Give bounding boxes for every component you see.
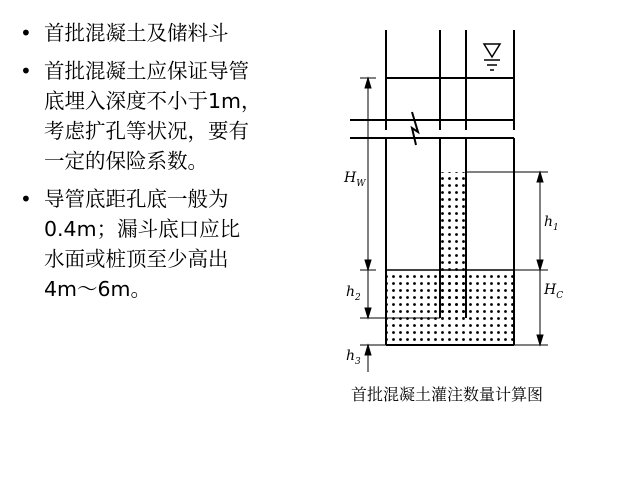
pile-concrete-diagram xyxy=(320,0,640,380)
h3-arrow-top xyxy=(365,345,371,355)
hw-arrow-bottom xyxy=(365,260,371,270)
label-h1: $h_1$ xyxy=(544,214,559,233)
water-level-triangle-icon xyxy=(484,44,500,70)
bullet-dot: • xyxy=(20,21,32,45)
bullet-item-2 xyxy=(18,56,310,176)
hw-arrow-top xyxy=(365,78,371,88)
diagram-caption: 首批混凝土灌注数量计算图 xyxy=(350,385,543,404)
bullet-text: 导管底距孔底一般为 0.4m；漏斗底口应比 水面或桩顶至少高出 4m～6m。 xyxy=(44,187,241,301)
label-h3: $h_3$ xyxy=(346,348,361,367)
bullet-item-3 xyxy=(18,184,310,304)
h1-arrow-bottom xyxy=(537,260,543,270)
hc-arrow-bottom xyxy=(537,335,543,345)
bullet-text: 首批混凝土及储料斗 xyxy=(44,21,229,45)
bullet-list xyxy=(18,18,310,312)
label-hc: $H_C$ xyxy=(544,282,564,301)
bullet-item-1 xyxy=(18,18,310,48)
label-h2: $h_2$ xyxy=(346,284,361,303)
h1-arrow-top xyxy=(537,172,543,182)
h2-arrow-bottom xyxy=(365,308,371,318)
break-symbol xyxy=(412,112,418,145)
label-hw: $H_W$ xyxy=(344,170,366,189)
bullet-text: 首批混凝土应保证导管 底埋入深度不小于1m， 考虑扩孔等状况，要有 一定的保险系数。 xyxy=(44,59,262,173)
bullet-dot: • xyxy=(20,187,32,211)
bullet-dot: • xyxy=(20,59,32,83)
